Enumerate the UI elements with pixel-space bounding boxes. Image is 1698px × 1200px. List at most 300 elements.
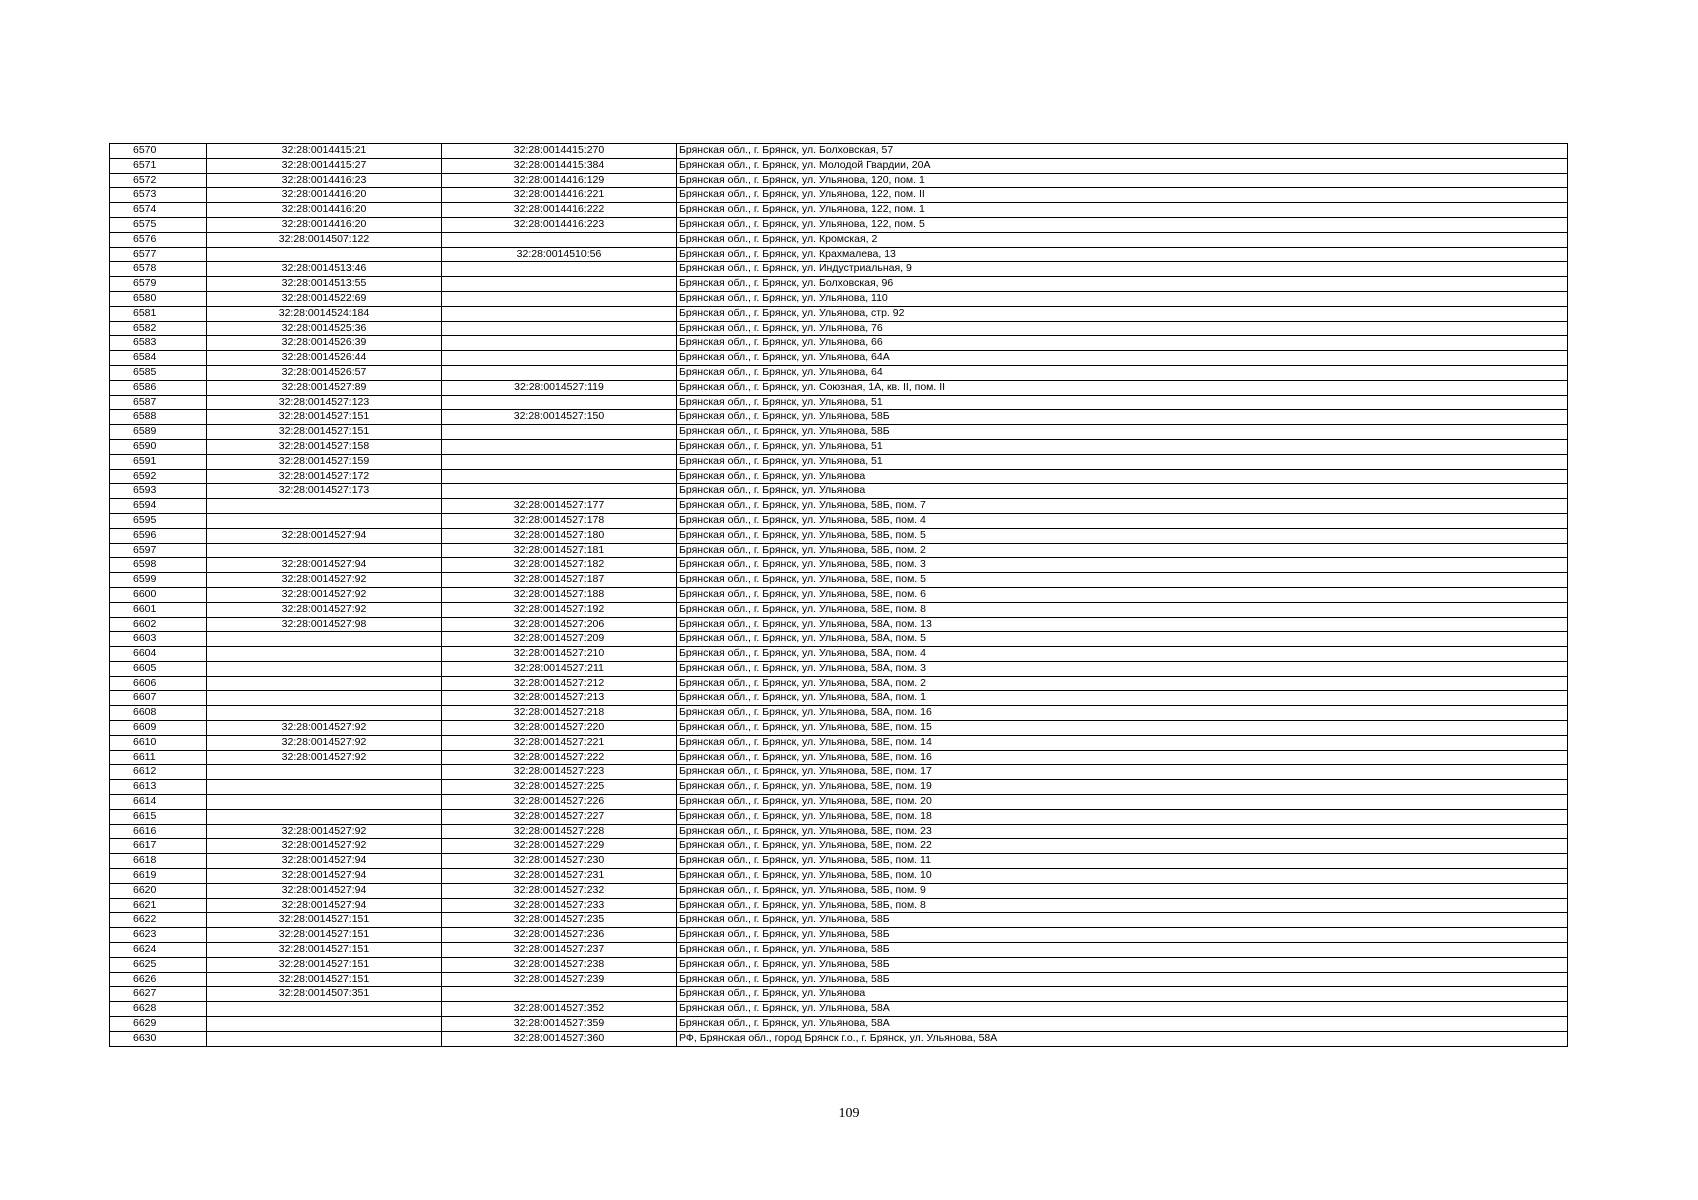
table-row — [110, 706, 1568, 721]
address-cell: Брянская обл., г. Брянск, ул. Ульянова — [677, 987, 1568, 1002]
land-cadastral-number-cell: 32:28:0014527:92 — [207, 839, 442, 854]
table-row — [110, 883, 1568, 898]
object-cadastral-number-cell: 32:28:0014527:181 — [442, 543, 677, 558]
address-cell: Брянская обл., г. Брянск, ул. Ульянова, 58Б — [677, 928, 1568, 943]
land-cadastral-number-cell: 32:28:0014526:44 — [207, 351, 442, 366]
row-number-cell: 6590 — [110, 439, 207, 454]
land-cadastral-number-cell: 32:28:0014527:92 — [207, 824, 442, 839]
table-row — [110, 410, 1568, 425]
table-row — [110, 869, 1568, 884]
address-cell: Брянская обл., г. Брянск, ул. Ульянова, 58Е, пом. 15 — [677, 721, 1568, 736]
object-cadastral-number-cell — [442, 987, 677, 1002]
table-row — [110, 217, 1568, 232]
address-cell: Брянская обл., г. Брянск, ул. Ульянова, 58Е, пом. 18 — [677, 809, 1568, 824]
table-row — [110, 573, 1568, 588]
land-cadastral-number-cell — [207, 780, 442, 795]
table-row — [110, 469, 1568, 484]
address-cell: Брянская обл., г. Брянск, ул. Ульянова, 58А — [677, 1017, 1568, 1032]
row-number-cell: 6623 — [110, 928, 207, 943]
object-cadastral-number-cell: 32:28:0014416:223 — [442, 217, 677, 232]
row-number-cell: 6587 — [110, 395, 207, 410]
object-cadastral-number-cell — [442, 232, 677, 247]
land-cadastral-number-cell — [207, 513, 442, 528]
address-cell: Брянская обл., г. Брянск, ул. Ульянова, 76 — [677, 321, 1568, 336]
address-cell: Брянская обл., г. Брянск, ул. Ульянова, 58А, пом. 4 — [677, 647, 1568, 662]
row-number-cell: 6571 — [110, 158, 207, 173]
table-row — [110, 543, 1568, 558]
table-row — [110, 513, 1568, 528]
address-cell: Брянская обл., г. Брянск, ул. Ульянова, 58А, пом. 5 — [677, 632, 1568, 647]
land-cadastral-number-cell: 32:28:0014416:20 — [207, 203, 442, 218]
object-cadastral-number-cell: 32:28:0014527:220 — [442, 721, 677, 736]
address-cell: Брянская обл., г. Брянск, ул. Ульянова, 58А, пом. 1 — [677, 691, 1568, 706]
row-number-cell: 6621 — [110, 898, 207, 913]
table-row — [110, 247, 1568, 262]
row-number-cell: 6592 — [110, 469, 207, 484]
table-row — [110, 439, 1568, 454]
table-row — [110, 158, 1568, 173]
object-cadastral-number-cell: 32:28:0014527:230 — [442, 854, 677, 869]
address-cell: Брянская обл., г. Брянск, ул. Ульянова, 58Б — [677, 957, 1568, 972]
object-cadastral-number-cell: 32:28:0014527:229 — [442, 839, 677, 854]
object-cadastral-number-cell: 32:28:0014527:180 — [442, 528, 677, 543]
object-cadastral-number-cell — [442, 321, 677, 336]
object-cadastral-number-cell: 32:28:0014527:213 — [442, 691, 677, 706]
row-number-cell: 6630 — [110, 1031, 207, 1046]
object-cadastral-number-cell — [442, 262, 677, 277]
table-row — [110, 898, 1568, 913]
address-cell: Брянская обл., г. Брянск, ул. Ульянова, стр. 92 — [677, 306, 1568, 321]
address-cell: Брянская обл., г. Брянск, ул. Ульянова, 58Б, пом. 3 — [677, 558, 1568, 573]
land-cadastral-number-cell: 32:28:0014527:151 — [207, 943, 442, 958]
land-cadastral-number-cell — [207, 499, 442, 514]
land-cadastral-number-cell — [207, 706, 442, 721]
object-cadastral-number-cell: 32:28:0014527:235 — [442, 913, 677, 928]
object-cadastral-number-cell: 32:28:0014527:177 — [442, 499, 677, 514]
address-cell: Брянская обл., г. Брянск, ул. Ульянова — [677, 469, 1568, 484]
row-number-cell: 6616 — [110, 824, 207, 839]
table-row — [110, 454, 1568, 469]
row-number-cell: 6593 — [110, 484, 207, 499]
object-cadastral-number-cell: 32:28:0014527:119 — [442, 380, 677, 395]
land-cadastral-number-cell: 32:28:0014416:20 — [207, 217, 442, 232]
address-cell: Брянская обл., г. Брянск, ул. Ульянова, 58Б — [677, 425, 1568, 440]
land-cadastral-number-cell: 32:28:0014527:159 — [207, 454, 442, 469]
address-cell: Брянская обл., г. Брянск, ул. Ульянова, 58Б — [677, 913, 1568, 928]
table-row — [110, 795, 1568, 810]
address-cell: Брянская обл., г. Брянск, ул. Ульянова, 58Е, пом. 5 — [677, 573, 1568, 588]
object-cadastral-number-cell: 32:28:0014527:239 — [442, 972, 677, 987]
row-number-cell: 6620 — [110, 883, 207, 898]
table-row — [110, 928, 1568, 943]
table-row — [110, 188, 1568, 203]
address-cell: Брянская обл., г. Брянск, ул. Союзная, 1А, кв. II, пом. II — [677, 380, 1568, 395]
land-cadastral-number-cell — [207, 1031, 442, 1046]
table-row — [110, 173, 1568, 188]
land-cadastral-number-cell: 32:28:0014527:151 — [207, 957, 442, 972]
row-number-cell: 6625 — [110, 957, 207, 972]
object-cadastral-number-cell: 32:28:0014527:360 — [442, 1031, 677, 1046]
object-cadastral-number-cell: 32:28:0014527:233 — [442, 898, 677, 913]
land-cadastral-number-cell: 32:28:0014527:94 — [207, 854, 442, 869]
land-cadastral-number-cell — [207, 1017, 442, 1032]
table-row — [110, 262, 1568, 277]
land-cadastral-number-cell: 32:28:0014527:151 — [207, 425, 442, 440]
address-cell: Брянская обл., г. Брянск, ул. Ульянова, 51 — [677, 395, 1568, 410]
row-number-cell: 6588 — [110, 410, 207, 425]
table-row — [110, 647, 1568, 662]
address-cell: Брянская обл., г. Брянск, ул. Ульянова, 51 — [677, 439, 1568, 454]
address-cell: Брянская обл., г. Брянск, ул. Ульянова, 58А, пом. 16 — [677, 706, 1568, 721]
row-number-cell: 6582 — [110, 321, 207, 336]
table-row — [110, 365, 1568, 380]
address-cell: Брянская обл., г. Брянск, ул. Индустриальная, 9 — [677, 262, 1568, 277]
row-number-cell: 6611 — [110, 750, 207, 765]
row-number-cell: 6576 — [110, 232, 207, 247]
object-cadastral-number-cell — [442, 454, 677, 469]
object-cadastral-number-cell: 32:28:0014415:270 — [442, 144, 677, 159]
object-cadastral-number-cell — [442, 425, 677, 440]
object-cadastral-number-cell — [442, 484, 677, 499]
object-cadastral-number-cell: 32:28:0014416:222 — [442, 203, 677, 218]
land-cadastral-number-cell: 32:28:0014527:172 — [207, 469, 442, 484]
table-row — [110, 676, 1568, 691]
land-cadastral-number-cell: 32:28:0014526:39 — [207, 336, 442, 351]
object-cadastral-number-cell: 32:28:0014527:210 — [442, 647, 677, 662]
object-cadastral-number-cell — [442, 351, 677, 366]
address-cell: Брянская обл., г. Брянск, ул. Болховская, 96 — [677, 277, 1568, 292]
land-cadastral-number-cell — [207, 247, 442, 262]
address-cell: Брянская обл., г. Брянск, ул. Кромская, 2 — [677, 232, 1568, 247]
land-cadastral-number-cell: 32:28:0014527:94 — [207, 558, 442, 573]
address-cell: Брянская обл., г. Брянск, ул. Ульянова, 120, пом. 1 — [677, 173, 1568, 188]
address-cell: Брянская обл., г. Брянск, ул. Ульянова, 58Б, пом. 2 — [677, 543, 1568, 558]
table-row — [110, 854, 1568, 869]
row-number-cell: 6583 — [110, 336, 207, 351]
table-row — [110, 750, 1568, 765]
land-cadastral-number-cell: 32:28:0014527:123 — [207, 395, 442, 410]
row-number-cell: 6627 — [110, 987, 207, 1002]
row-number-cell: 6594 — [110, 499, 207, 514]
address-cell: Брянская обл., г. Брянск, ул. Ульянова, 110 — [677, 291, 1568, 306]
address-cell: Брянская обл., г. Брянск, ул. Ульянова, 58Е, пом. 14 — [677, 735, 1568, 750]
address-cell: Брянская обл., г. Брянск, ул. Ульянова, 58Е, пом. 17 — [677, 765, 1568, 780]
row-number-cell: 6600 — [110, 587, 207, 602]
row-number-cell: 6577 — [110, 247, 207, 262]
address-cell: Брянская обл., г. Брянск, ул. Ульянова, 58Е, пом. 19 — [677, 780, 1568, 795]
address-cell: Брянская обл., г. Брянск, ул. Ульянова, 58Е, пом. 16 — [677, 750, 1568, 765]
object-cadastral-number-cell: 32:28:0014527:206 — [442, 617, 677, 632]
object-cadastral-number-cell: 32:28:0014527:150 — [442, 410, 677, 425]
row-number-cell: 6572 — [110, 173, 207, 188]
land-cadastral-number-cell: 32:28:0014527:92 — [207, 587, 442, 602]
address-cell: Брянская обл., г. Брянск, ул. Ульянова, 58А, пом. 3 — [677, 661, 1568, 676]
row-number-cell: 6596 — [110, 528, 207, 543]
land-cadastral-number-cell: 32:28:0014527:151 — [207, 972, 442, 987]
row-number-cell: 6597 — [110, 543, 207, 558]
address-cell: Брянская обл., г. Брянск, ул. Болховская, 57 — [677, 144, 1568, 159]
row-number-cell: 6618 — [110, 854, 207, 869]
table-row — [110, 824, 1568, 839]
table-row — [110, 735, 1568, 750]
land-cadastral-number-cell: 32:28:0014527:94 — [207, 869, 442, 884]
object-cadastral-number-cell: 32:28:0014527:182 — [442, 558, 677, 573]
row-number-cell: 6591 — [110, 454, 207, 469]
object-cadastral-number-cell — [442, 306, 677, 321]
address-cell: Брянская обл., г. Брянск, ул. Молодой Гвардии, 20А — [677, 158, 1568, 173]
row-number-cell: 6624 — [110, 943, 207, 958]
land-cadastral-number-cell — [207, 691, 442, 706]
address-cell: Брянская обл., г. Брянск, ул. Ульянова, 58Б, пом. 8 — [677, 898, 1568, 913]
land-cadastral-number-cell: 32:28:0014416:23 — [207, 173, 442, 188]
row-number-cell: 6575 — [110, 217, 207, 232]
object-cadastral-number-cell: 32:28:0014527:232 — [442, 883, 677, 898]
address-cell: Брянская обл., г. Брянск, ул. Ульянова — [677, 484, 1568, 499]
land-cadastral-number-cell: 32:28:0014527:94 — [207, 898, 442, 913]
object-cadastral-number-cell: 32:28:0014527:237 — [442, 943, 677, 958]
table-row — [110, 351, 1568, 366]
row-number-cell: 6580 — [110, 291, 207, 306]
row-number-cell: 6573 — [110, 188, 207, 203]
table-row — [110, 809, 1568, 824]
land-cadastral-number-cell: 32:28:0014527:151 — [207, 928, 442, 943]
land-cadastral-number-cell: 32:28:0014416:20 — [207, 188, 442, 203]
land-cadastral-number-cell — [207, 795, 442, 810]
address-cell: Брянская обл., г. Брянск, ул. Ульянова, 51 — [677, 454, 1568, 469]
row-number-cell: 6586 — [110, 380, 207, 395]
land-cadastral-number-cell: 32:28:0014527:94 — [207, 528, 442, 543]
row-number-cell: 6605 — [110, 661, 207, 676]
address-cell: Брянская обл., г. Брянск, ул. Ульянова, 58Е, пом. 20 — [677, 795, 1568, 810]
address-cell: Брянская обл., г. Брянск, ул. Ульянова, 64 — [677, 365, 1568, 380]
land-cadastral-number-cell — [207, 676, 442, 691]
address-cell: Брянская обл., г. Брянск, ул. Ульянова, 58Б, пом. 7 — [677, 499, 1568, 514]
table-row — [110, 587, 1568, 602]
object-cadastral-number-cell: 32:28:0014527:218 — [442, 706, 677, 721]
object-cadastral-number-cell: 32:28:0014527:178 — [442, 513, 677, 528]
row-number-cell: 6612 — [110, 765, 207, 780]
row-number-cell: 6606 — [110, 676, 207, 691]
table-row — [110, 425, 1568, 440]
land-cadastral-number-cell: 32:28:0014513:55 — [207, 277, 442, 292]
row-number-cell: 6619 — [110, 869, 207, 884]
table-row — [110, 602, 1568, 617]
address-cell: Брянская обл., г. Брянск, ул. Ульянова, 58Е, пом. 23 — [677, 824, 1568, 839]
object-cadastral-number-cell — [442, 439, 677, 454]
address-cell: Брянская обл., г. Брянск, ул. Ульянова, 66 — [677, 336, 1568, 351]
address-cell: Брянская обл., г. Брянск, ул. Ульянова, 58А, пом. 13 — [677, 617, 1568, 632]
row-number-cell: 6607 — [110, 691, 207, 706]
object-cadastral-number-cell — [442, 395, 677, 410]
row-number-cell: 6622 — [110, 913, 207, 928]
table-row — [110, 1017, 1568, 1032]
table-row — [110, 336, 1568, 351]
row-number-cell: 6610 — [110, 735, 207, 750]
page-number: 109 — [838, 1106, 860, 1121]
address-cell: Брянская обл., г. Брянск, ул. Ульянова, 58А, пом. 2 — [677, 676, 1568, 691]
land-cadastral-number-cell: 32:28:0014527:151 — [207, 913, 442, 928]
object-cadastral-number-cell: 32:28:0014527:231 — [442, 869, 677, 884]
object-cadastral-number-cell: 32:28:0014527:359 — [442, 1017, 677, 1032]
table-row — [110, 144, 1568, 159]
row-number-cell: 6585 — [110, 365, 207, 380]
object-cadastral-number-cell: 32:28:0014416:221 — [442, 188, 677, 203]
object-cadastral-number-cell: 32:28:0014527:352 — [442, 1002, 677, 1017]
row-number-cell: 6609 — [110, 721, 207, 736]
table-row — [110, 232, 1568, 247]
object-cadastral-number-cell: 32:28:0014527:212 — [442, 676, 677, 691]
land-cadastral-number-cell: 32:28:0014513:46 — [207, 262, 442, 277]
table-row — [110, 691, 1568, 706]
land-cadastral-number-cell: 32:28:0014507:122 — [207, 232, 442, 247]
land-cadastral-number-cell: 32:28:0014507:351 — [207, 987, 442, 1002]
land-cadastral-number-cell — [207, 661, 442, 676]
object-cadastral-number-cell: 32:28:0014527:238 — [442, 957, 677, 972]
row-number-cell: 6601 — [110, 602, 207, 617]
object-cadastral-number-cell: 32:28:0014527:228 — [442, 824, 677, 839]
table-row — [110, 484, 1568, 499]
object-cadastral-number-cell: 32:28:0014527:223 — [442, 765, 677, 780]
address-cell: Брянская обл., г. Брянск, ул. Ульянова, 58Б, пом. 4 — [677, 513, 1568, 528]
address-cell: Брянская обл., г. Брянск, ул. Ульянова, 58Е, пом. 8 — [677, 602, 1568, 617]
object-cadastral-number-cell: 32:28:0014527:209 — [442, 632, 677, 647]
land-cadastral-number-cell: 32:28:0014527:173 — [207, 484, 442, 499]
registry-table — [109, 143, 1568, 1047]
row-number-cell: 6608 — [110, 706, 207, 721]
land-cadastral-number-cell — [207, 809, 442, 824]
address-cell: Брянская обл., г. Брянск, ул. Ульянова, 58Б — [677, 972, 1568, 987]
land-cadastral-number-cell: 32:28:0014527:92 — [207, 750, 442, 765]
land-cadastral-number-cell: 32:28:0014522:69 — [207, 291, 442, 306]
object-cadastral-number-cell — [442, 277, 677, 292]
object-cadastral-number-cell: 32:28:0014527:192 — [442, 602, 677, 617]
row-number-cell: 6602 — [110, 617, 207, 632]
object-cadastral-number-cell: 32:28:0014527:236 — [442, 928, 677, 943]
table-row — [110, 395, 1568, 410]
address-cell: РФ, Брянская обл., город Брянск г.о., г. Брянск, ул. Ульянова, 58А — [677, 1031, 1568, 1046]
table-row — [110, 987, 1568, 1002]
land-cadastral-number-cell: 32:28:0014526:57 — [207, 365, 442, 380]
object-cadastral-number-cell: 32:28:0014510:56 — [442, 247, 677, 262]
row-number-cell: 6598 — [110, 558, 207, 573]
row-number-cell: 6574 — [110, 203, 207, 218]
row-number-cell: 6629 — [110, 1017, 207, 1032]
object-cadastral-number-cell: 32:28:0014527:225 — [442, 780, 677, 795]
table-row — [110, 721, 1568, 736]
address-cell: Брянская обл., г. Брянск, ул. Ульянова, 58Б, пом. 5 — [677, 528, 1568, 543]
row-number-cell: 6613 — [110, 780, 207, 795]
table-row — [110, 839, 1568, 854]
object-cadastral-number-cell: 32:28:0014527:221 — [442, 735, 677, 750]
table-row — [110, 306, 1568, 321]
address-cell: Брянская обл., г. Брянск, ул. Ульянова, 58Е, пом. 22 — [677, 839, 1568, 854]
row-number-cell: 6615 — [110, 809, 207, 824]
land-cadastral-number-cell: 32:28:0014527:151 — [207, 410, 442, 425]
row-number-cell: 6595 — [110, 513, 207, 528]
land-cadastral-number-cell: 32:28:0014415:21 — [207, 144, 442, 159]
land-cadastral-number-cell: 32:28:0014527:89 — [207, 380, 442, 395]
land-cadastral-number-cell: 32:28:0014527:92 — [207, 735, 442, 750]
object-cadastral-number-cell — [442, 291, 677, 306]
row-number-cell: 6617 — [110, 839, 207, 854]
address-cell: Брянская обл., г. Брянск, ул. Крахмалева, 13 — [677, 247, 1568, 262]
registry-table-body — [110, 144, 1568, 1047]
land-cadastral-number-cell: 32:28:0014527:158 — [207, 439, 442, 454]
object-cadastral-number-cell — [442, 469, 677, 484]
table-row — [110, 765, 1568, 780]
object-cadastral-number-cell: 32:28:0014527:227 — [442, 809, 677, 824]
table-row — [110, 780, 1568, 795]
table-row — [110, 943, 1568, 958]
table-row — [110, 499, 1568, 514]
land-cadastral-number-cell: 32:28:0014415:27 — [207, 158, 442, 173]
address-cell: Брянская обл., г. Брянск, ул. Ульянова, 58Е, пом. 6 — [677, 587, 1568, 602]
land-cadastral-number-cell: 32:28:0014524:184 — [207, 306, 442, 321]
table-row — [110, 1031, 1568, 1046]
row-number-cell: 6584 — [110, 351, 207, 366]
row-number-cell: 6570 — [110, 144, 207, 159]
row-number-cell: 6614 — [110, 795, 207, 810]
land-cadastral-number-cell: 32:28:0014525:36 — [207, 321, 442, 336]
address-cell: Брянская обл., г. Брянск, ул. Ульянова, 58А — [677, 1002, 1568, 1017]
table-row — [110, 277, 1568, 292]
land-cadastral-number-cell: 32:28:0014527:92 — [207, 573, 442, 588]
row-number-cell: 6599 — [110, 573, 207, 588]
object-cadastral-number-cell: 32:28:0014527:222 — [442, 750, 677, 765]
object-cadastral-number-cell — [442, 365, 677, 380]
address-cell: Брянская обл., г. Брянск, ул. Ульянова, 122, пом. 1 — [677, 203, 1568, 218]
table-row — [110, 528, 1568, 543]
address-cell: Брянская обл., г. Брянск, ул. Ульянова, 58Б, пом. 10 — [677, 869, 1568, 884]
object-cadastral-number-cell: 32:28:0014416:129 — [442, 173, 677, 188]
land-cadastral-number-cell — [207, 647, 442, 662]
table-row — [110, 957, 1568, 972]
table-row — [110, 972, 1568, 987]
row-number-cell: 6603 — [110, 632, 207, 647]
address-cell: Брянская обл., г. Брянск, ул. Ульянова, 122, пом. 5 — [677, 217, 1568, 232]
row-number-cell: 6578 — [110, 262, 207, 277]
address-cell: Брянская обл., г. Брянск, ул. Ульянова, 64А — [677, 351, 1568, 366]
object-cadastral-number-cell: 32:28:0014527:226 — [442, 795, 677, 810]
address-cell: Брянская обл., г. Брянск, ул. Ульянова, 58Б, пом. 9 — [677, 883, 1568, 898]
address-cell: Брянская обл., г. Брянск, ул. Ульянова, 58Б, пом. 11 — [677, 854, 1568, 869]
row-number-cell: 6626 — [110, 972, 207, 987]
table-row — [110, 321, 1568, 336]
address-cell: Брянская обл., г. Брянск, ул. Ульянова, 58Б — [677, 943, 1568, 958]
table-row — [110, 661, 1568, 676]
object-cadastral-number-cell — [442, 336, 677, 351]
table-row — [110, 1002, 1568, 1017]
object-cadastral-number-cell: 32:28:0014527:188 — [442, 587, 677, 602]
land-cadastral-number-cell: 32:28:0014527:98 — [207, 617, 442, 632]
land-cadastral-number-cell — [207, 765, 442, 780]
land-cadastral-number-cell: 32:28:0014527:94 — [207, 883, 442, 898]
table-row — [110, 913, 1568, 928]
object-cadastral-number-cell: 32:28:0014527:211 — [442, 661, 677, 676]
address-cell: Брянская обл., г. Брянск, ул. Ульянова, 122, пом. II — [677, 188, 1568, 203]
row-number-cell: 6581 — [110, 306, 207, 321]
row-number-cell: 6589 — [110, 425, 207, 440]
land-cadastral-number-cell — [207, 543, 442, 558]
land-cadastral-number-cell: 32:28:0014527:92 — [207, 721, 442, 736]
table-row — [110, 558, 1568, 573]
row-number-cell: 6628 — [110, 1002, 207, 1017]
table-row — [110, 632, 1568, 647]
row-number-cell: 6604 — [110, 647, 207, 662]
object-cadastral-number-cell: 32:28:0014527:187 — [442, 573, 677, 588]
land-cadastral-number-cell — [207, 1002, 442, 1017]
land-cadastral-number-cell: 32:28:0014527:92 — [207, 602, 442, 617]
